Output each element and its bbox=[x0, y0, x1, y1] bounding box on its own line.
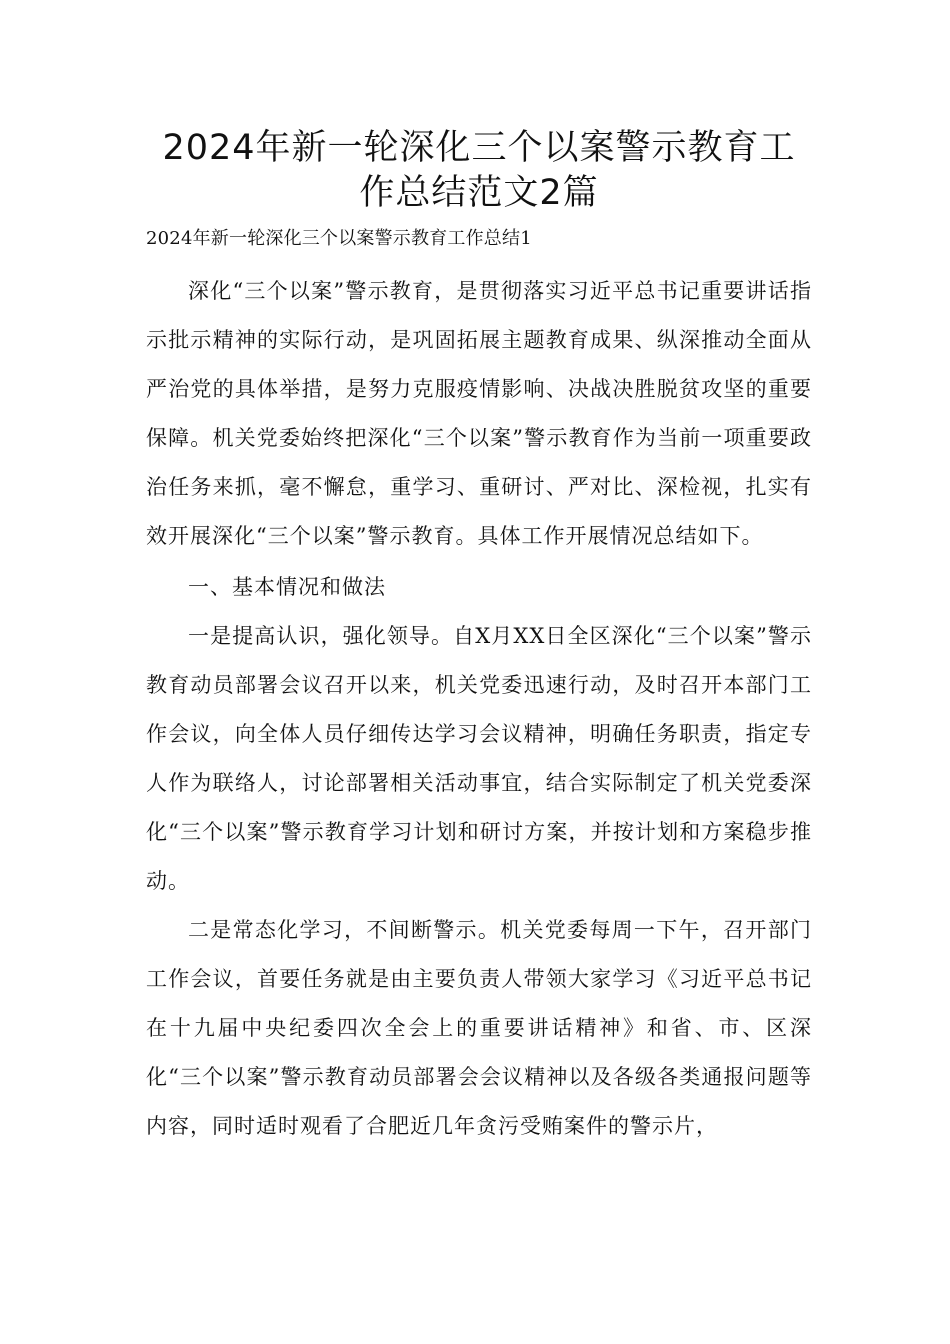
paragraph-intro: 深化“三个以案”警示教育，是贯彻落实习近平总书记重要讲话指示批示精神的实际行动，是巩固拓展主题教育成果、纵深推动全面从严治党的具体举措，是努力克服疫情影响、决战决胜脱贫攻坚的重要保障。机关党委始终把深化“三个以案”警示教育作为当前一项重要政治任务来抓，毫不懈怠，重学习、重研讨、严对比、深检视，扎实有效开展深化“三个以案”警示教育。具体工作开展情况总结如下。 bbox=[146, 279, 812, 548]
paragraph-point-two: 二是常态化学习，不间断警示。机关党委每周一下午，召开部门工作会议，首要任务就是由主要负责人带领大家学习《习近平总书记在十九届中央纪委四次全会上的重要讲话精神》和省、市、区深化“三个以案”警示教育动员部署会会议精神以及各级各类通报问题等内容，同时适时观看了合肥近几年贪污受贿案件的警示片， bbox=[146, 918, 812, 1138]
document-body bbox=[146, 267, 812, 1151]
document-title: 2024年新一轮深化三个以案警示教育工作总结范文2篇 bbox=[162, 128, 796, 213]
section-subtitle: 2024年新一轮深化三个以案警示教育工作总结1 bbox=[146, 228, 532, 249]
paragraph-point-one: 一是提高认识，强化领导。自X月XX日全区深化“三个以案”警示教育动员部署会议召开以来，机关党委迅速行动，及时召开本部门工作会议，向全体人员仔细传达学习会议精神，明确任务职责，指定专人作为联络人，讨论部署相关活动事宜，结合实际制定了机关党委深化“三个以案”警示教育学习计划和研讨方案，并按计划和方案稳步推动。 bbox=[146, 624, 812, 893]
section-heading: 一、基本情况和做法 bbox=[188, 575, 386, 599]
